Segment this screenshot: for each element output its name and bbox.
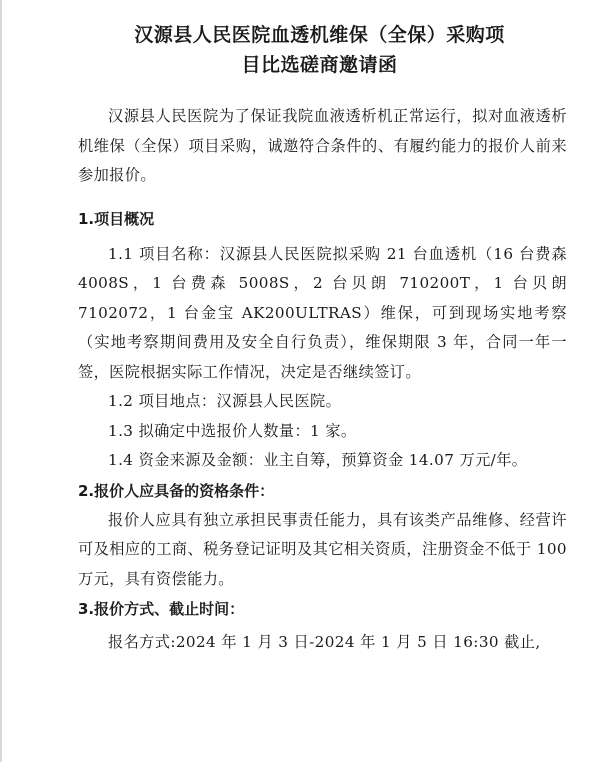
paragraph-bidder-count: 1.3 拟确定中选报价人数量：1 家。 bbox=[108, 421, 357, 440]
section-heading-overview: 1.项目概况 bbox=[78, 209, 155, 228]
paragraph-registration: 报名方式:2024 年 1 月 3 日-2024 年 1 月 5 日 16:30 截止, bbox=[108, 633, 541, 651]
document-title bbox=[72, 20, 567, 80]
paragraph-funding: 1.4 资金来源及金额：业主自筹，预算资金 14.07 万元/年。 bbox=[108, 451, 528, 469]
intro-paragraph: 汉源县人民医院为了保证我院血液透析机正常运行，拟对血液透析机维保（全保）项目采购，诚邀符合条件的、有履约能力的报价人前来参加报价。 bbox=[78, 107, 567, 184]
section-heading-qualifications: 2.报价人应具备的资格条件： bbox=[78, 481, 275, 500]
paragraph-project-location: 1.2 项目地点：汉源县人民医院。 bbox=[108, 392, 342, 410]
title-line-2: 目比选磋商邀请函 bbox=[241, 54, 398, 76]
section-heading-bidding-method: 3.报价方式、截止时间： bbox=[78, 600, 245, 618]
paragraph-project-name: 1.1 项目名称：汉源县人民医院拟采购 21 台血透机（16 台费森 4008S，1 台费森 5008S，2 台贝朗 710200T，1 台贝朗 7102072，1 台金宝 AK200ULTRAS）维保，可到现场实地考察（实地考察期间费用及安全自行负责），维保期限 3 年，合同一年一签，医院根据实际工作情况，决定是否继续签订。 bbox=[78, 244, 567, 381]
paragraph-qualifications: 报价人应具有独立承担民事责任能力，具有该类产品维修、经营许可及相应的工商、税务登记证明及其它相关资质，注册资金不低于 100 万元，具有资偿能力。 bbox=[78, 510, 567, 588]
title-line-1: 汉源县人民医院血透机维保（全保）采购项 bbox=[134, 24, 505, 46]
